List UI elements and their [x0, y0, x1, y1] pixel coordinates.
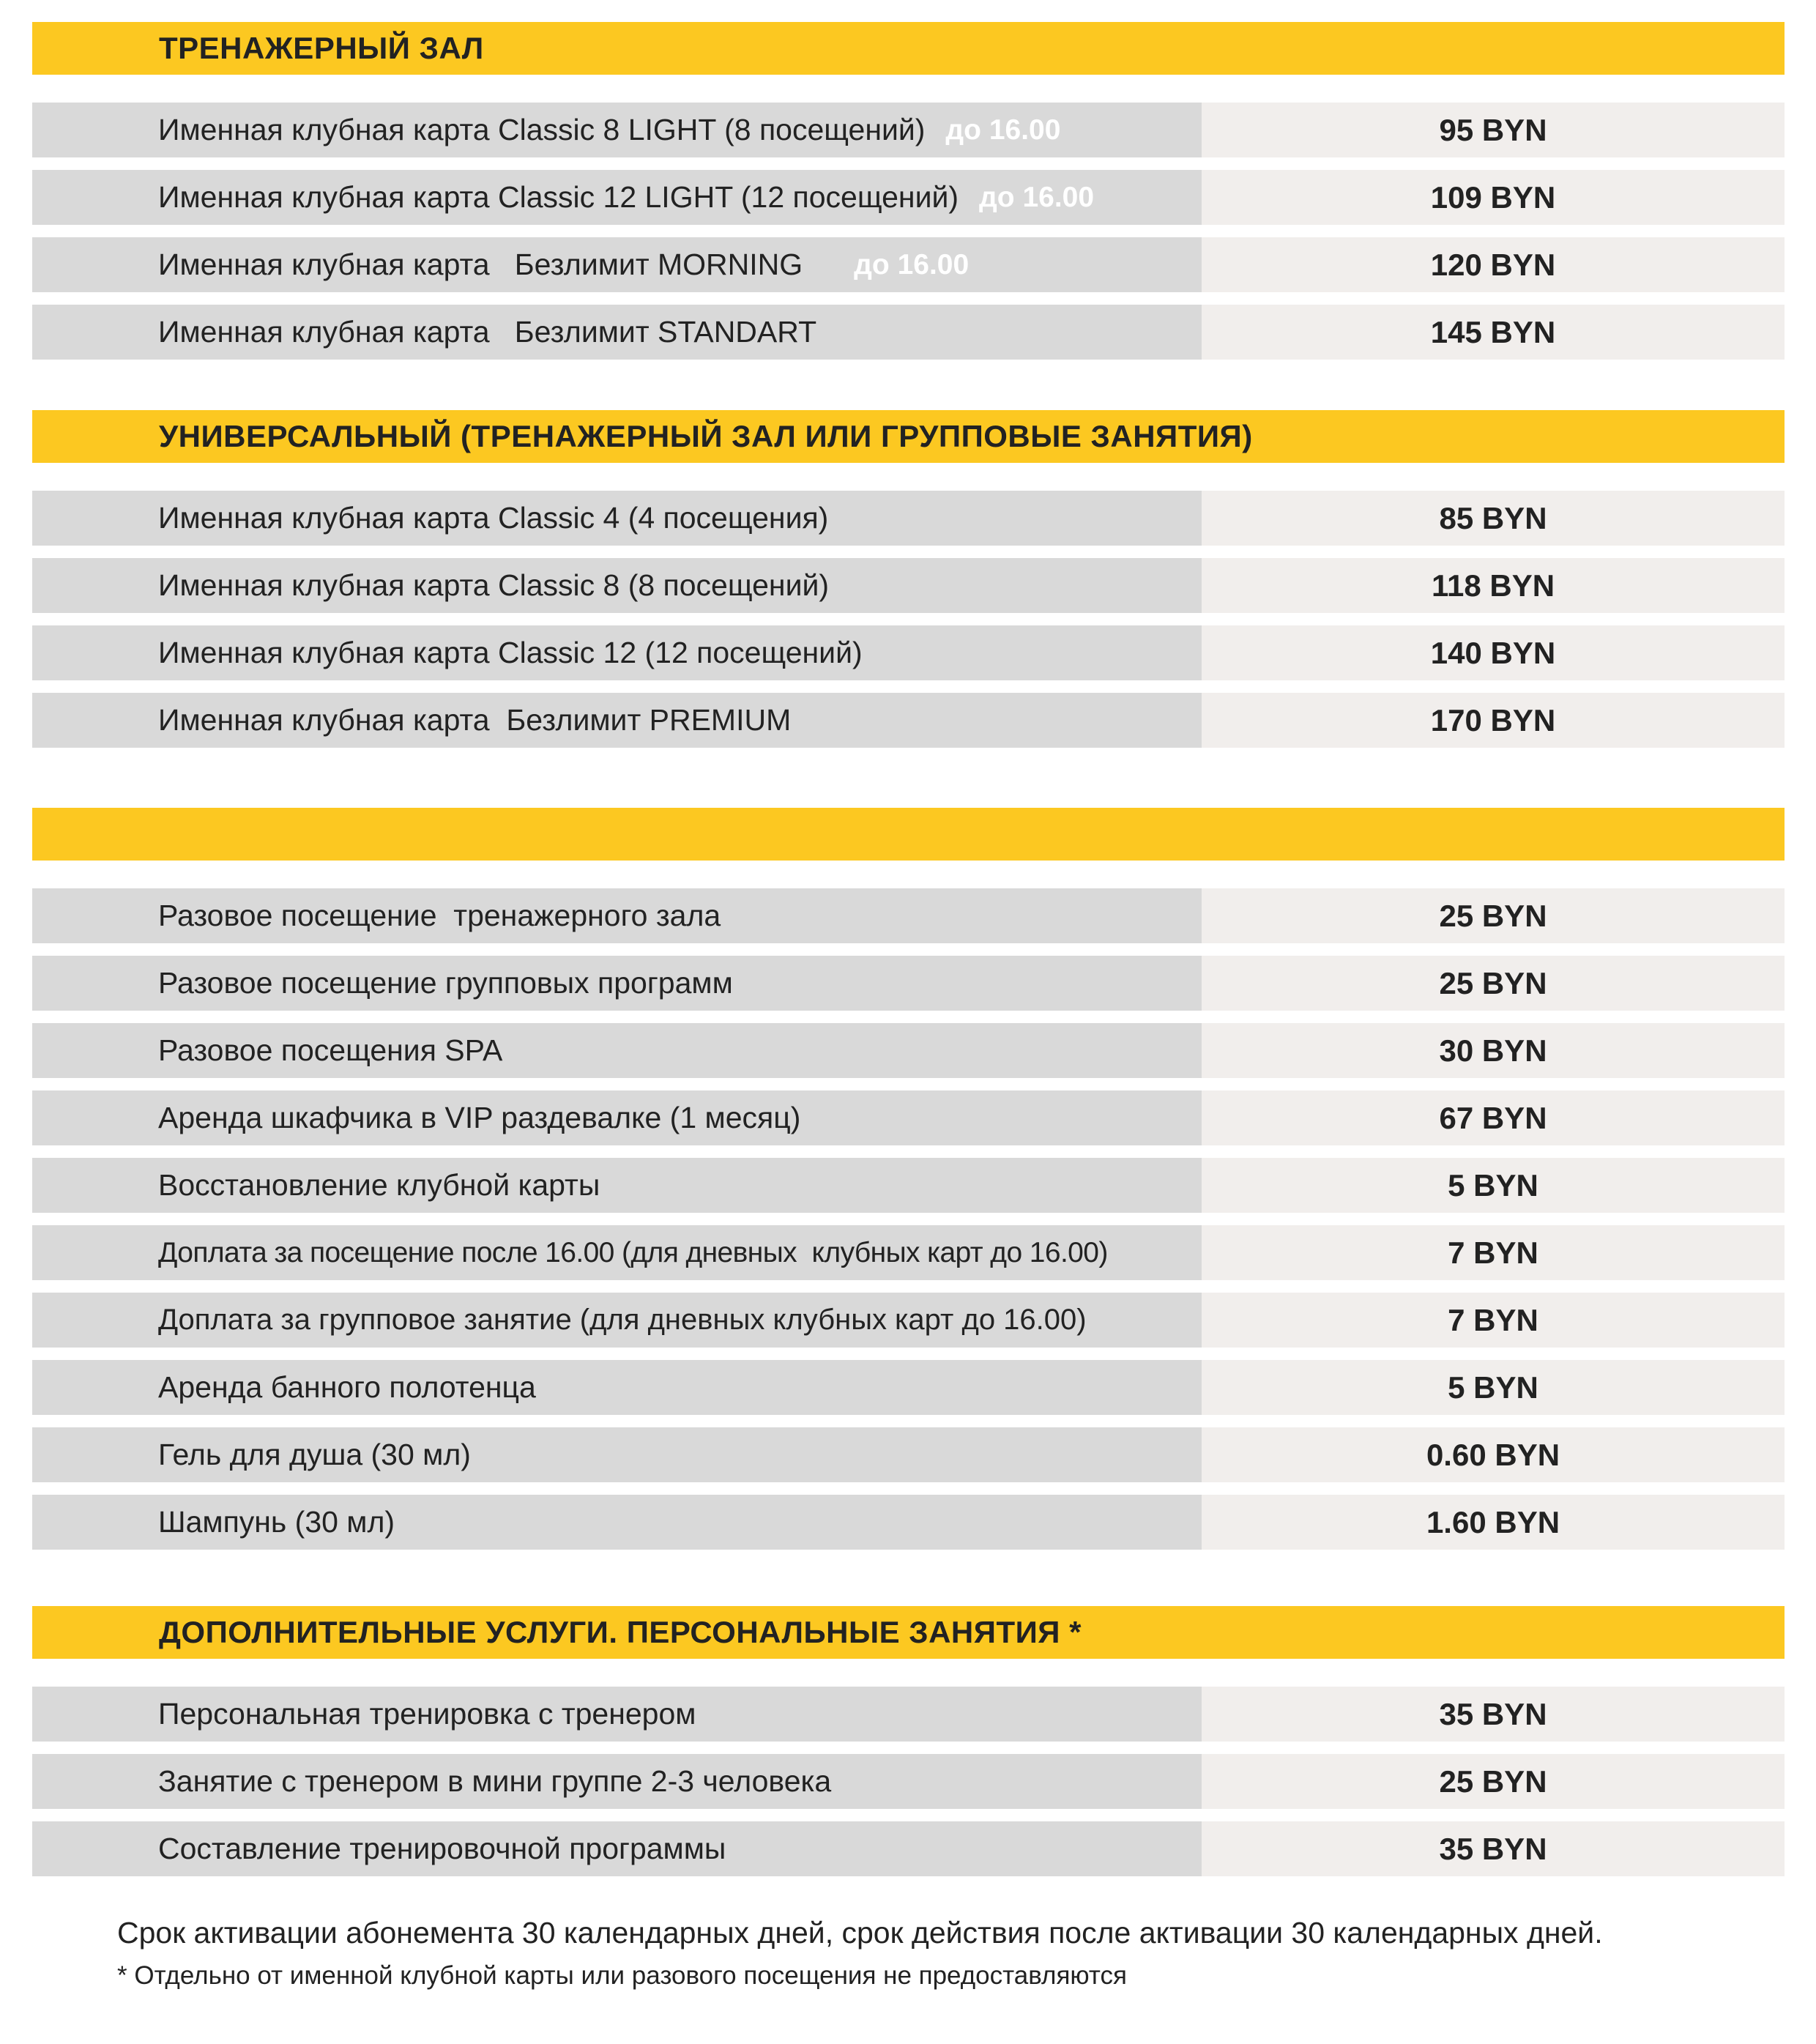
row-price: 140 BYN — [1202, 625, 1785, 680]
price-row — [32, 956, 1785, 1011]
row-price: 7 BYN — [1202, 1293, 1785, 1348]
price-row — [32, 1090, 1785, 1145]
price-row — [32, 1687, 1785, 1742]
row-name: Разовое посещения SPA — [158, 1033, 503, 1067]
row-price: 118 BYN — [1202, 558, 1785, 613]
row-name-cell — [32, 170, 1202, 225]
price-row — [32, 1293, 1785, 1348]
row-name-cell — [32, 103, 1202, 157]
row-name: Занятие с тренером в мини группе 2-3 человека — [158, 1764, 832, 1798]
row-name-cell — [32, 237, 1202, 292]
row-name-cell — [32, 625, 1202, 680]
row-price: 109 BYN — [1202, 170, 1785, 225]
price-row — [32, 693, 1785, 748]
row-name: Доплата за посещение после 16.00 (для дневных клубных карт до 16.00) — [158, 1236, 1108, 1268]
price-row — [32, 625, 1785, 680]
row-price: 25 BYN — [1202, 956, 1785, 1011]
row-name: Составление тренировочной программы — [158, 1832, 726, 1865]
time-note: до 16.00 — [945, 114, 1061, 146]
row-price: 35 BYN — [1202, 1821, 1785, 1876]
row-name-cell — [32, 305, 1202, 360]
row-name: Доплата за групповое занятие (для дневных клубных карт до 16.00) — [158, 1304, 1087, 1336]
row-price: 1.60 BYN — [1202, 1495, 1785, 1550]
asterisk-footnote: * Отдельно от именной клубной карты или разового посещения не предоставляются — [117, 1961, 1127, 1990]
section-title — [32, 808, 1785, 861]
row-name-cell — [32, 1360, 1202, 1415]
price-row — [32, 170, 1785, 225]
section-title: УНИВЕРСАЛЬНЫЙ (ТРЕНАЖЕРНЫЙ ЗАЛ ИЛИ ГРУППОВЫЕ ЗАНЯТИЯ) — [32, 410, 1785, 463]
row-name: Разовое посещение групповых программ — [158, 966, 733, 1000]
price-row — [32, 1225, 1785, 1280]
price-row — [32, 1754, 1785, 1809]
row-name: Именная клубная карта Classic 8 (8 посещений) — [158, 568, 830, 602]
price-row — [32, 103, 1785, 157]
row-price: 0.60 BYN — [1202, 1427, 1785, 1482]
row-name-cell — [32, 1293, 1202, 1348]
row-price: 35 BYN — [1202, 1687, 1785, 1742]
row-name: Именная клубная карта Безлимит STANDART — [158, 315, 817, 349]
row-name-cell — [32, 1821, 1202, 1876]
price-row — [32, 1495, 1785, 1550]
row-price: 145 BYN — [1202, 305, 1785, 360]
price-row — [32, 237, 1785, 292]
row-name: Именная клубная карта Безлимит MORNING — [158, 248, 803, 281]
price-row — [32, 888, 1785, 943]
row-price: 85 BYN — [1202, 491, 1785, 546]
row-name: Аренда шкафчика в VIP раздевалке (1 месяц) — [158, 1101, 801, 1134]
row-name: Разовое посещение тренажерного зала — [158, 899, 721, 932]
row-price: 25 BYN — [1202, 1754, 1785, 1809]
price-row — [32, 491, 1785, 546]
time-note: до 16.00 — [979, 181, 1095, 213]
section-gym — [32, 22, 1785, 372]
row-name-cell — [32, 888, 1202, 943]
row-name-cell — [32, 956, 1202, 1011]
row-name: Восстановление клубной карты — [158, 1168, 600, 1202]
row-price: 25 BYN — [1202, 888, 1785, 943]
row-name-cell — [32, 1427, 1202, 1482]
price-row — [32, 1427, 1785, 1482]
section-title: ТРЕНАЖЕРНЫЙ ЗАЛ — [32, 22, 1785, 75]
row-name: Именная клубная карта Classic 12 LIGHT (12 посещений) — [158, 180, 959, 214]
row-price: 120 BYN — [1202, 237, 1785, 292]
row-name: Именная клубная карта Classic 12 (12 посещений) — [158, 636, 863, 669]
row-name: Именная клубная карта Classic 4 (4 посещения) — [158, 501, 829, 535]
row-price: 5 BYN — [1202, 1158, 1785, 1213]
row-name: Именная клубная карта Classic 8 LIGHT (8 посещений) — [158, 113, 926, 146]
row-price: 30 BYN — [1202, 1023, 1785, 1078]
row-price: 67 BYN — [1202, 1090, 1785, 1145]
row-name-cell — [32, 1158, 1202, 1213]
time-note: до 16.00 — [854, 248, 970, 280]
price-row — [32, 1360, 1785, 1415]
row-name: Персональная тренировка с тренером — [158, 1697, 696, 1731]
row-name-cell — [32, 491, 1202, 546]
row-name-cell — [32, 558, 1202, 613]
row-name-cell — [32, 1754, 1202, 1809]
price-row — [32, 1821, 1785, 1876]
row-name-cell — [32, 693, 1202, 748]
row-name-cell — [32, 1023, 1202, 1078]
section-single-visits — [32, 808, 1785, 1562]
row-name: Гель для душа (30 мл) — [158, 1438, 471, 1471]
price-row — [32, 558, 1785, 613]
price-row — [32, 1023, 1785, 1078]
row-price: 7 BYN — [1202, 1225, 1785, 1280]
row-price: 5 BYN — [1202, 1360, 1785, 1415]
row-name-cell — [32, 1090, 1202, 1145]
row-price: 95 BYN — [1202, 103, 1785, 157]
price-row — [32, 305, 1785, 360]
section-title: ДОПОЛНИТЕЛЬНЫЕ УСЛУГИ. ПЕРСОНАЛЬНЫЕ ЗАНЯТИЯ * — [32, 1606, 1785, 1659]
row-price: 170 BYN — [1202, 693, 1785, 748]
price-row — [32, 1158, 1785, 1213]
row-name: Аренда банного полотенца — [158, 1370, 536, 1404]
row-name-cell — [32, 1225, 1202, 1280]
activation-footnote: Срок активации абонемента 30 календарных дней, срок действия после активации 30 календарных дней. — [117, 1916, 1603, 1950]
section-universal — [32, 410, 1785, 760]
row-name: Именная клубная карта Безлимит PREMIUM — [158, 703, 792, 737]
row-name-cell — [32, 1495, 1202, 1550]
row-name: Шампунь (30 мл) — [158, 1505, 395, 1539]
row-name-cell — [32, 1687, 1202, 1742]
section-personal-training — [32, 1606, 1785, 1889]
